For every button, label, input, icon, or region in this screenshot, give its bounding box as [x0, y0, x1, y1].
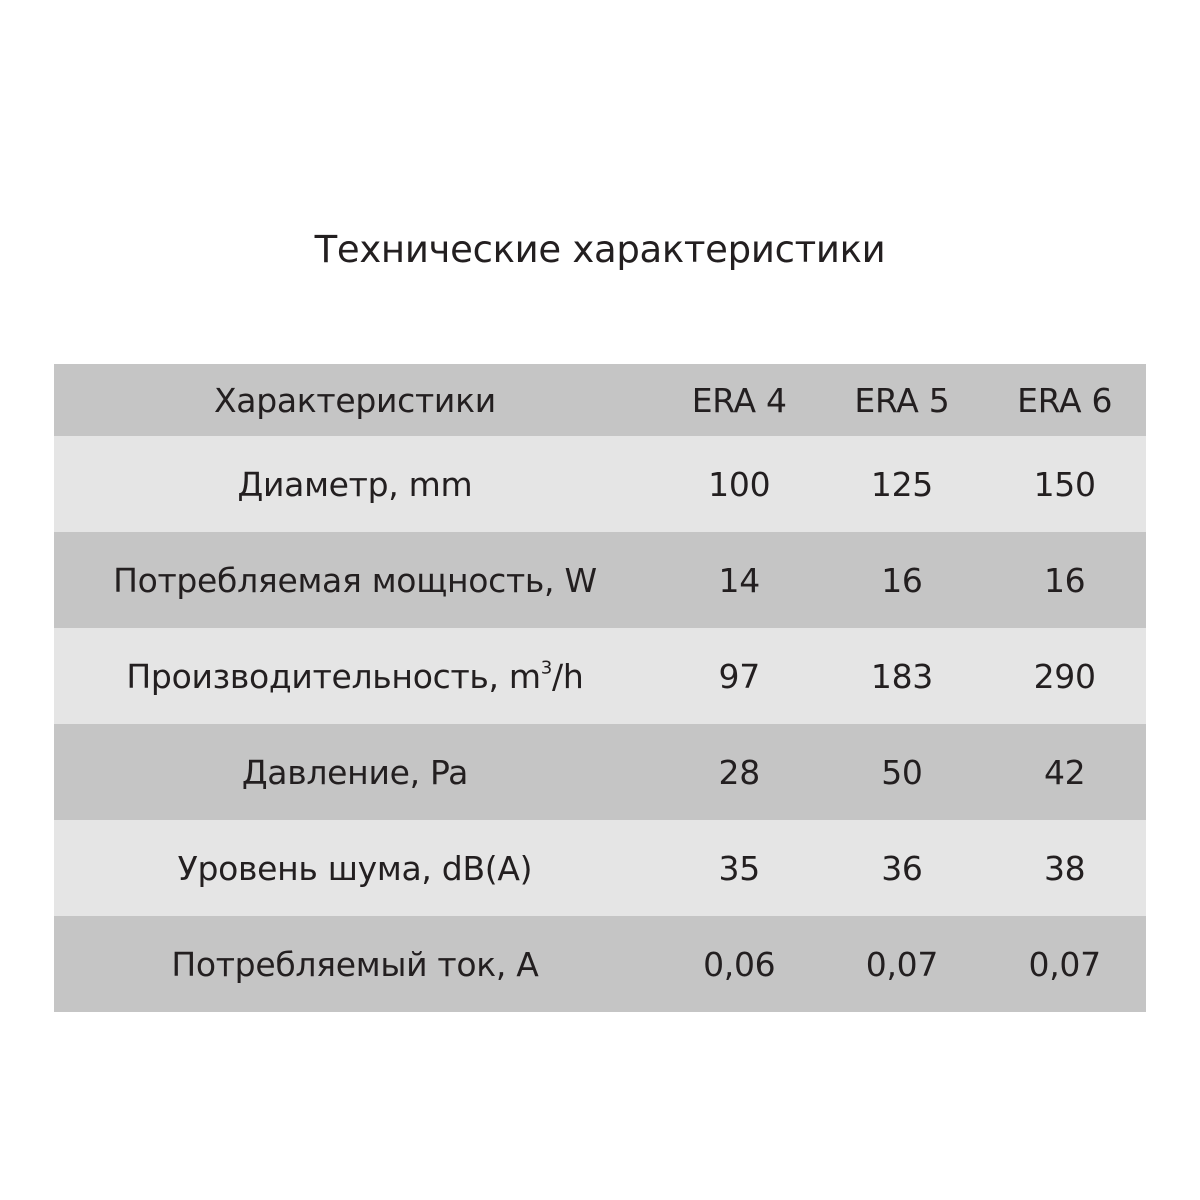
table-row-noise	[54, 820, 1146, 916]
row-value-era5: 183	[870, 656, 933, 696]
table-row-pressure	[54, 724, 1146, 820]
table-row-current	[54, 916, 1146, 1012]
row-value-era4: 35	[718, 848, 760, 888]
header-label: Характеристики	[214, 380, 496, 420]
row-label: Потребляемая мощность, W	[113, 560, 597, 600]
table-row-power	[54, 532, 1146, 628]
row-value-era5: 125	[870, 464, 933, 504]
row-value-era4: 0,06	[703, 944, 776, 984]
row-value-era6: 42	[1043, 752, 1086, 792]
row-label: Диаметр, mm	[237, 464, 473, 504]
row-value-era5: 36	[881, 848, 923, 888]
header-model-era5: ERA 5	[854, 380, 950, 420]
row-value-era4: 100	[708, 464, 771, 504]
row-value-era6: 16	[1043, 560, 1086, 600]
row-value-era6: 290	[1033, 656, 1096, 696]
row-label-superscript: 3	[540, 656, 552, 678]
table-row-diameter	[54, 436, 1146, 532]
row-label: Потребляемый ток, A	[171, 944, 539, 984]
row-value-era5: 0,07	[865, 944, 939, 984]
row-label-tail: /h	[552, 656, 584, 696]
row-label-main: Производительность, m	[126, 656, 541, 696]
page-title: Технические характеристики	[314, 228, 886, 271]
row-value-era6: 0,07	[1028, 944, 1101, 984]
spec-table	[54, 364, 1146, 1012]
row-value-era4: 97	[718, 656, 760, 696]
row-value-era4: 14	[718, 560, 760, 600]
table-row-capacity	[54, 628, 1146, 724]
header-model-era6: ERA 6	[1017, 380, 1113, 420]
row-label: Давление, Pa	[241, 752, 469, 792]
row-value-era5: 16	[881, 560, 923, 600]
row-label	[54, 657, 656, 696]
row-label: Уровень шума, dB(A)	[177, 848, 533, 888]
table-header-row	[54, 364, 1146, 436]
header-model-era4: ERA 4	[691, 380, 787, 420]
row-value-era4: 28	[718, 752, 760, 792]
row-value-era5: 50	[881, 752, 923, 792]
row-value-era6: 38	[1043, 848, 1086, 888]
row-value-era6: 150	[1033, 464, 1096, 504]
